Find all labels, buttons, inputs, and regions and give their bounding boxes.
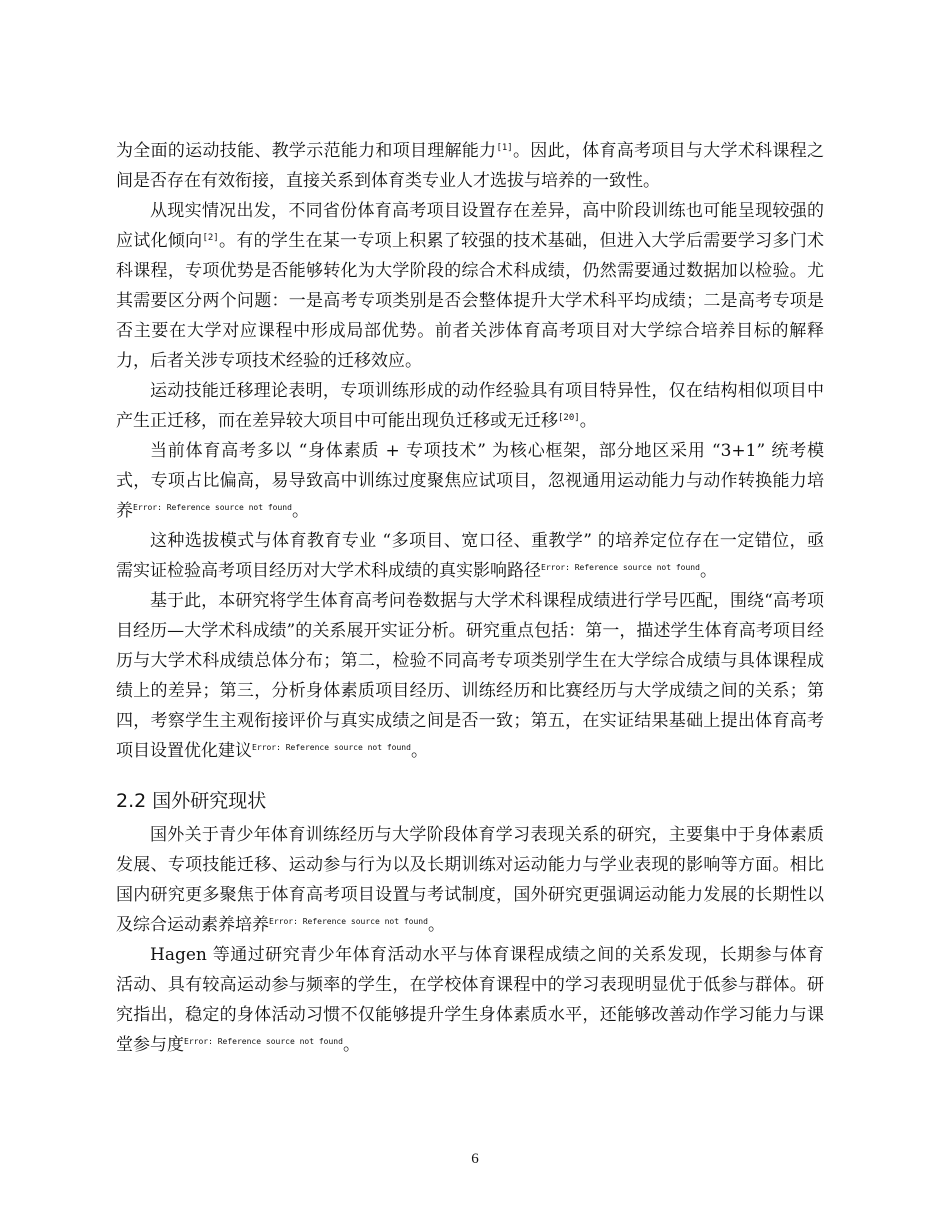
paragraph-text: 。 <box>410 741 428 761</box>
paragraph-text: 。有的学生在某一专项上积累了较强的技术基础，但进入大学后需要学习多门术科课程，专项优势是否能够转化为大学阶段的综合术科成绩，仍然需要通过数据加以检验。尤其需要区分两个问题：一是高考专项类别是否会整体提升大学术科平均成绩；二是高考专项是否主要在大学对应课程中形成局部优势。前者关涉体育高考项目对大学综合培养目标的解释力，后者关涉专项技术经验的迁移效应。 <box>116 231 825 371</box>
paragraph <box>116 820 824 940</box>
paragraph <box>116 586 824 766</box>
paragraph-text: 。 <box>342 1035 360 1055</box>
paragraph <box>116 376 824 436</box>
paragraph-text: 。因此，体育高考项目与大学术科课程之间是否存在有效衔接，直接关系到体育类专业人才选拔与培养的一致性。 <box>116 141 824 191</box>
citation-error[interactable]: Error: Reference source not found <box>269 917 428 926</box>
citation-ref[interactable]: [20] <box>558 413 580 423</box>
section-heading: 2.2 国外研究现状 <box>116 790 267 812</box>
paragraph <box>116 526 824 586</box>
paragraph <box>116 436 824 526</box>
citation-error[interactable]: Error: Reference source not found <box>541 563 700 572</box>
paragraph-text: 基于此，本研究将学生体育高考问卷数据与大学术科课程成绩进行学号匹配，围绕“高考项目经历—大学术科成绩”的关系展开实证分析。研究重点包括：第一，描述学生体育高考项目经历与大学术科成绩总体分布；第二，检验不同高考专项类别学生在大学综合成绩与具体课程成绩上的差异；第三，分析身体素质项目经历、训练经历和比赛经历与大学成绩之间的关系；第四，考察学生主观衔接评价与真实成绩之间是否一致；第五，在实证结果基础上提出体育高考项目设置优化建议 <box>116 591 824 761</box>
citation-error[interactable]: Error: Reference source not found <box>252 743 411 752</box>
document-body <box>116 136 824 1060</box>
paragraph-text: 为全面的运动技能、教学示范能力和项目理解能力 <box>116 141 497 161</box>
paragraph-text: 这种选拔模式与体育教育专业 “多项目、宽口径、重教学” 的培养定位存在一定错位，亟需实证检验高考项目经历对大学术科成绩的真实影响路径 <box>116 531 824 581</box>
paragraph-text: 。 <box>427 915 445 935</box>
citation-error[interactable]: Error: Reference source not found <box>133 503 292 512</box>
paragraph-text: Hagen 等通过研究青少年体育活动水平与体育课程成绩之间的关系发现，长期参与体育活动、具有较高运动参与频率的学生，在学校体育课程中的学习表现明显优于低参与群体。研究指出，稳定的身体活动习惯不仅能够提升学生身体素质水平，还能够改善动作学习能力与课堂参与度 <box>116 945 824 1055</box>
citation-ref[interactable]: [2] <box>202 233 219 243</box>
citation-ref[interactable]: [1] <box>496 143 513 153</box>
paragraph-text: 。 <box>579 411 597 431</box>
paragraph-text: 。 <box>699 561 717 581</box>
page-number: 6 <box>471 1151 479 1167</box>
paragraph <box>116 940 824 1060</box>
paragraph-text: 运动技能迁移理论表明，专项训练形成的动作经验具有项目特异性，仅在结构相似项目中产生正迁移，而在差异较大项目中可能出现负迁移或无迁移 <box>116 381 824 431</box>
citation-error[interactable]: Error: Reference source not found <box>184 1037 343 1046</box>
paragraph-text: 。 <box>291 501 309 521</box>
paragraph <box>116 136 824 196</box>
paragraph-text: 从现实情况出发，不同省份体育高考项目设置存在差异，高中阶段训练也可能呈现较强的应试化倾向 <box>116 201 824 251</box>
paragraph <box>116 196 824 376</box>
paragraph-text: 当前体育高考多以 “身体素质 + 专项技术” 为核心框架，部分地区采用 “3+1” 统考模式，专项占比偏高，易导致高中训练过度聚焦应试项目，忽视通用运动能力与动作转换能力培养 <box>116 441 824 521</box>
paragraph-text: 国外关于青少年体育训练经历与大学阶段体育学习表现关系的研究，主要集中于身体素质发展、专项技能迁移、运动参与行为以及长期训练对运动能力与学业表现的影响等方面。相比国内研究更多聚焦于体育高考项目设置与考试制度，国外研究更强调运动能力发展的长期性以及综合运动素养培养 <box>116 825 824 935</box>
